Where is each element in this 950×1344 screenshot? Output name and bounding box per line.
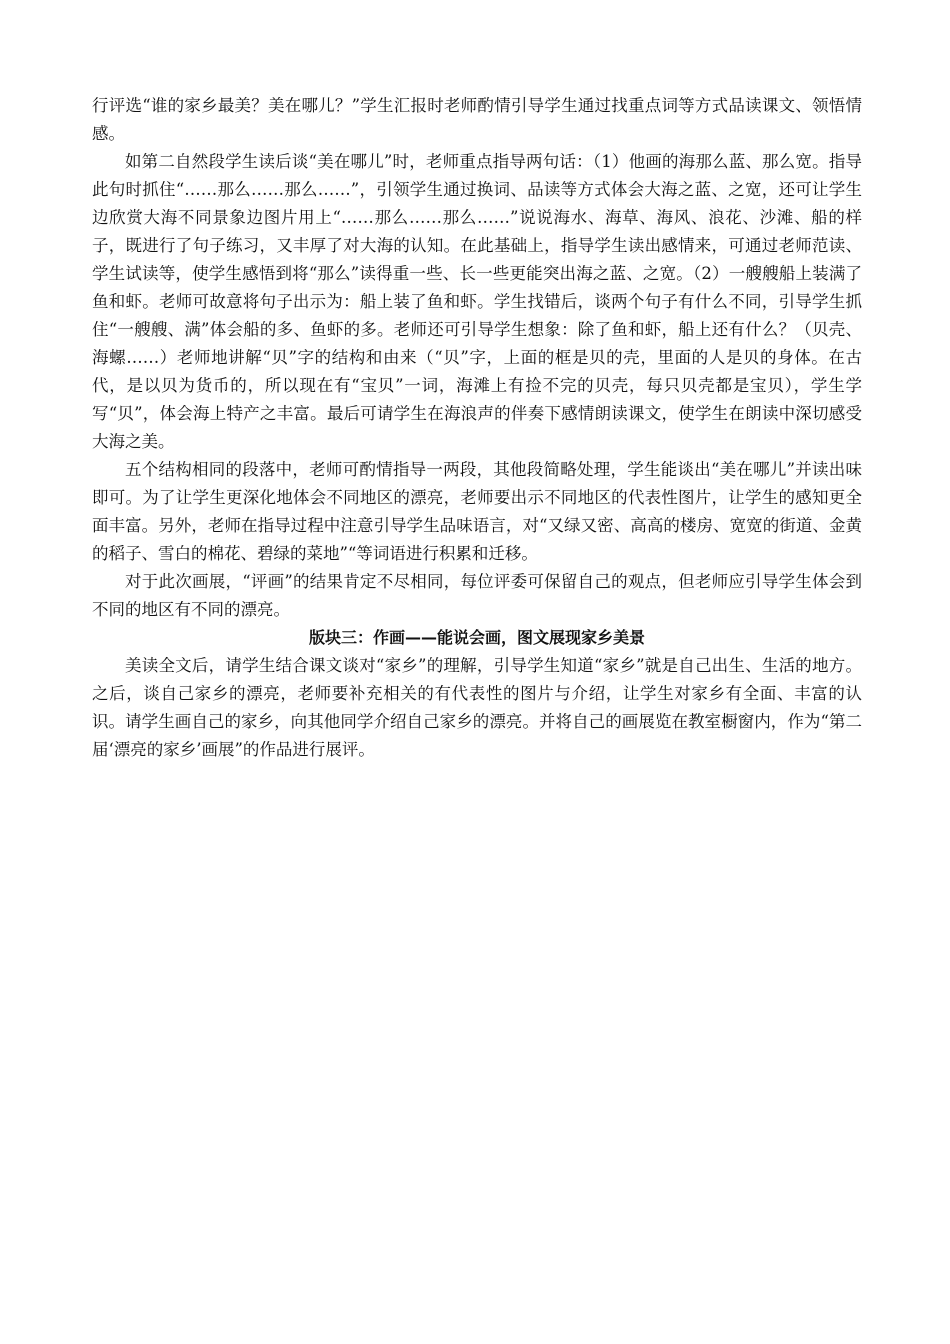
- paragraph-5: 美读全文后，请学生结合课文谈对“家乡”的理解，引导学生知道“家乡”就是自己出生、生活的地方。之后，谈自己家乡的漂亮，老师要补充相关的有代表性的图片与介绍，让学生对家乡有全面、丰富的认识。请学生画自己的家乡，向其他同学介绍自己家乡的漂亮。并将自己的画展览在教室橱窗内，作为“第二届‘漂亮的家乡’画展”的作品进行展评。: [92, 656, 862, 759]
- paragraph-2: 如第二自然段学生读后谈“美在哪儿”时，老师重点指导两句话：（1）他画的海那么蓝、那么宽。指导此句时抓住“……那么……那么……”，引领学生通过换词、品读等方式体会大海之蓝、之宽，还可让学生边欣赏大海不同景象边图片用上“……那么……那么……”说说海水、海草、海风、浪花、沙滩、船的样子，既进行了句子练习，又丰厚了对大海的认知。在此基础上，指导学生读出感情来，可通过老师范读、学生试读等，使学生感悟到将“那么”读得重一些、长一些更能突出海之蓝、之宽。（2）一艘艘船上装满了鱼和虾。老师可故意将句子出示为：船上装了鱼和虾。学生找错后，谈两个句子有什么不同，引导学生抓住“一艘艘、满”体会船的多、鱼虾的多。老师还可引导学生想象：除了鱼和虾，船上还有什么？（贝壳、海螺……）老师地讲解“贝”字的结构和由来（“贝”字，上面的框是贝的壳，里面的人是贝的身体。在古代，是以贝为货币的，所以现在有“宝贝”一词，海滩上有捡不完的贝壳，每只贝壳都是宝贝），学生学写“贝”，体会海上特产之丰富。最后可请学生在海浪声的伴奏下感情朗读课文，使学生在朗读中深切感受大海之美。: [92, 152, 862, 451]
- paragraph-3: 五个结构相同的段落中，老师可酌情指导一两段，其他段简略处理，学生能谈出“美在哪儿”并读出味即可。为了让学生更深化地体会不同地区的漂亮，老师要出示不同地区的代表性图片，让学生的感知更全面丰富。另外，老师在指导过程中注意引导学生品味语言，对“又绿又密、高高的楼房、宽宽的街道、金黄的稻子、雪白的棉花、碧绿的菜地”“等词语进行积累和迁移。: [92, 460, 862, 563]
- document-page: [92, 92, 862, 764]
- paragraph-1: 行评选“谁的家乡最美？美在哪儿？”学生汇报时老师酌情引导学生通过找重点词等方式品读课文、领悟情感。: [92, 96, 862, 143]
- section-heading: 版块三：作画——能说会画，图文展现家乡美景: [308, 628, 645, 647]
- paragraph-4: 对于此次画展，“评画”的结果肯定不尽相同，每位评委可保留自己的观点，但老师应引导学生体会到不同的地区有不同的漂亮。: [92, 572, 862, 619]
